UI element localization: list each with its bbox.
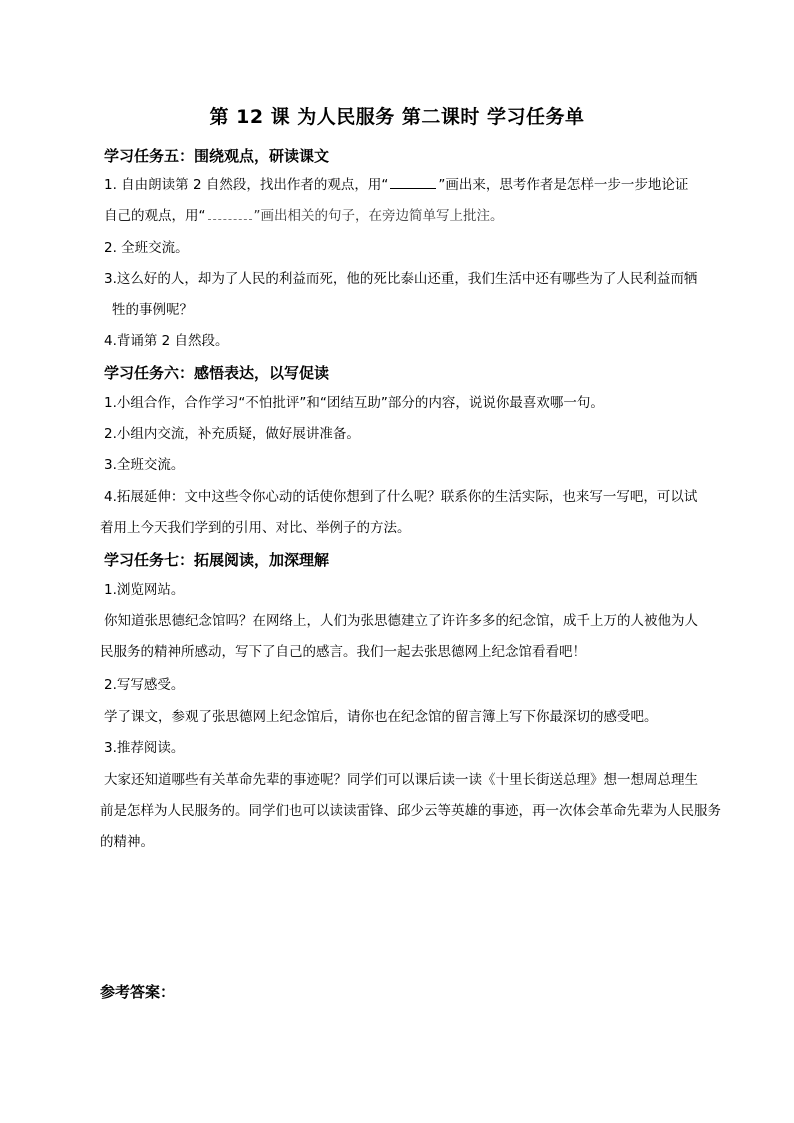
task5-item3-line2: 牲的事例呢？	[112, 302, 193, 318]
task7-item3-line1: 大家还知道哪些有关革命先辈的事迹呢？同学们可以课后读一读《十里长街送总理》想一想周总理生	[104, 772, 698, 788]
task5-item3-line1: 3.这么好的人，却为了人民的利益而死，他的死比泰山还重，我们生活中还有哪些为了人民利益而牺	[104, 271, 698, 287]
solid-underline-sample	[390, 176, 436, 189]
task6-item4-line1: 4.拓展延伸：文中这些令你心动的话使你想到了什么呢？联系你的生活实际，也来写一写吧，可以试	[104, 489, 698, 505]
task5-item3	[104, 264, 704, 326]
task5-item4: 4.背诵第 2 自然段。	[104, 333, 229, 349]
task5-item1-text-a: 1. 自由朗读第 2 自然段，找出作者的观点，用“	[104, 177, 389, 193]
task7-heading: 学习任务七：拓展阅读，加深理解	[104, 551, 330, 569]
task5-item1-text-b: ”画出来，思考作者是怎样一步一步地论证	[438, 177, 689, 193]
page-title: 第 12 课 为人民服务 第二课时 学习任务单	[209, 106, 585, 128]
task7-item1-line2: 民服务的精神所感动，写下了自己的感言。我们一起去张思德网上纪念馆看看吧！	[100, 644, 586, 660]
task5-item1-text-c: 自己的观点，用“	[104, 208, 206, 224]
task6-heading: 学习任务六：感悟表达，以写促读	[104, 364, 330, 382]
task6-item1: 1.小组合作，合作学习“不怕批评”和“团结互助”部分的内容，说说你最喜欢哪一句。	[104, 395, 604, 411]
task7-item3-line2: 前是怎样为人民服务的。同学们也可以读读雷锋、邱少云等英雄的事迹，再一次体会革命先辈为人民服务	[100, 803, 721, 819]
task7-item3-line3: 的精神。	[100, 834, 154, 850]
task7-item2-text: 学了课文，参观了张思德网上纪念馆后，请你也在纪念馆的留言簿上写下你最深切的感受吧。	[104, 709, 658, 725]
task5-heading: 学习任务五：围绕观点，研读课文	[104, 147, 330, 165]
task5-item1	[104, 170, 704, 232]
task7-item3: 3.推荐阅读。	[104, 740, 185, 756]
task7-item1-text	[100, 606, 704, 668]
task6-item4	[100, 482, 704, 544]
task6-item3: 3.全班交流。	[104, 457, 185, 473]
answer-heading: 参考答案：	[100, 983, 176, 1001]
task7-item3-text	[100, 765, 721, 858]
task6-item2: 2.小组内交流，补充质疑，做好展讲准备。	[104, 426, 360, 442]
task5-item2: 2. 全班交流。	[104, 240, 189, 256]
task6-item4-line2: 着用上今天我们学到的引用、对比、举例子的方法。	[100, 520, 411, 536]
task7-item2: 2.写写感受。	[104, 677, 185, 693]
task7-item1-line1: 你知道张思德纪念馆吗？在网络上，人们为张思德建立了许许多多的纪念馆，成千上万的人被他为人	[104, 613, 698, 629]
wavy-underline-sample	[208, 209, 252, 220]
task5-item1-text-d: ”画出相关的句子，在旁边简单写上批注。	[253, 208, 504, 224]
task7-item1: 1.浏览网站。	[104, 582, 185, 598]
